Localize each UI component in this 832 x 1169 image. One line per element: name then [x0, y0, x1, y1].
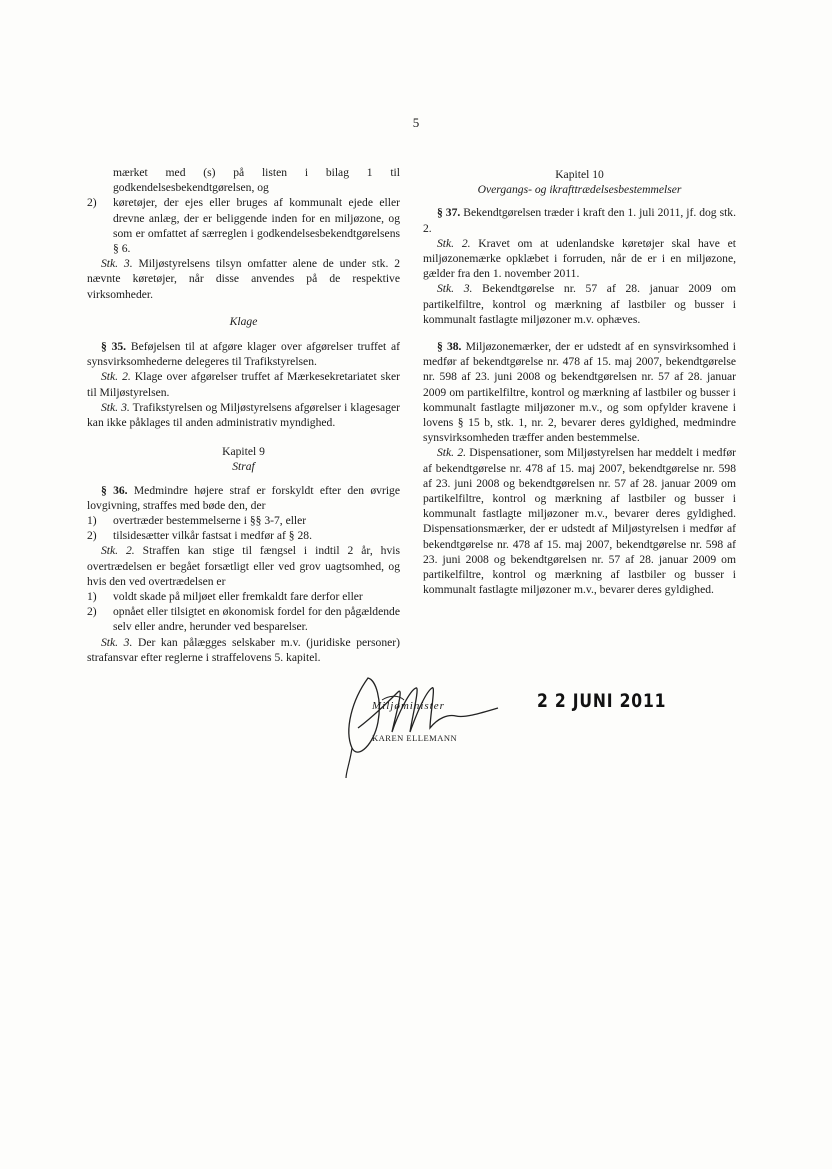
list-text: voldt skade på miljøet eller fremkaldt fare derfor eller — [113, 590, 363, 604]
stk-label: Stk. 2. — [101, 370, 131, 384]
paragraph-text: Beføjelsen til at afgøre klager over afgørelser truffet af synsvirksomhederne delegeres til Trafikstyrelsen. — [87, 340, 401, 369]
list-text: tilsidesætter vilkår fastsat i medfør af § 28. — [113, 529, 312, 543]
paragraph-35-stk3 — [87, 400, 400, 430]
list-number: 1) — [87, 590, 97, 604]
stk-label: Stk. 2. — [437, 236, 471, 250]
chapter-heading-10: Kapitel 10 — [555, 168, 604, 181]
paragraph-36 — [87, 483, 400, 513]
left-column — [87, 165, 400, 665]
list-item — [87, 195, 400, 256]
paragraph-text: Miljøstyrelsens tilsyn omfatter alene de under stk. 2 nævnte køretøjer, når disse anvendes på de respektive virksomheder. — [87, 257, 401, 301]
list-item — [87, 528, 400, 543]
list-text: opnået eller tilsigtet en økonomisk fordel for den pågældende selv eller andre, herunder ved besparelser. — [113, 605, 400, 634]
chapter-title-10: Overgangs- og ikrafttrædelsesbestemmelser — [477, 183, 682, 197]
chapter-heading-9: Kapitel 9 — [222, 445, 265, 459]
paragraph-37 — [423, 205, 736, 235]
paragraph-35-stk2 — [87, 369, 400, 399]
paragraph-text: Medmindre højere straf er forskyldt efter den øvrige lovgivning, straffes med bøde den, der — [87, 483, 400, 512]
list-text: køretøjer, der ejes eller bruges af kommunalt ejede eller drevne anlæg, der er beliggende inden for en miljøzone, og som er omfattet af særreglen i godkendelsesbekendtgørelsens § 6. — [113, 196, 400, 256]
date-stamp: 2 2 JUNI 2011 — [537, 690, 667, 712]
paragraph-text: Bekendtgørelse nr. 57 af 28. januar 2009 om partikelfiltre, kontrol og mærkning af lastbiler og busser i kommunalt fastlagte miljøzoner m.v. ophæves. — [423, 282, 736, 326]
list-item — [87, 589, 400, 604]
paragraph-stk3 — [87, 256, 400, 302]
section-label: § 35. — [101, 340, 127, 354]
handwritten-signature — [338, 670, 508, 780]
paragraph-text: Miljøzonemærker, der er udstedt af en synsvirksomhed i medfør af bekendtgørelse nr. 478 af 15. maj 2007, bekendtgørelse nr. 598 af 23. juni 2008 og bekendtgørelsen nr. 57 af 28. januar 2009 om partikelfiltre, kontrol og mærkning af lastbiler og busser i kommunalt fastlagte miljøzoner m.v., og som opfylder kravene i lovens § 15 b, stk. 1, nr. 2, bevarer deres gyldighed, medmindre synsvirksomheden træffer anden bestemmelse. — [423, 340, 737, 445]
page-number: 5 — [412, 115, 420, 130]
paragraph-36-stk2 — [87, 543, 400, 589]
list-number: 2) — [87, 605, 97, 619]
paragraph-38 — [423, 339, 736, 445]
signature-name: KAREN ELLEMANN — [372, 733, 458, 743]
list-item — [87, 604, 400, 634]
paragraph-37-stk2 — [423, 236, 736, 282]
stk-label: Stk. 3. — [101, 400, 130, 414]
paragraph-text: Trafikstyrelsen og Miljøstyrelsens afgørelser i klagesager kan ikke påklages til anden administrativ myndighed. — [87, 400, 400, 430]
paragraph-37-stk3 — [423, 281, 736, 327]
section-label: § 36. — [101, 483, 128, 497]
list-number: 1) — [87, 514, 97, 528]
paragraph-35 — [87, 339, 400, 369]
list-item — [87, 513, 400, 528]
chapter-title-9: Straf — [232, 460, 255, 474]
stk-label: Stk. 2. — [101, 544, 135, 558]
paragraph-text: Klage over afgørelser truffet af Mærkesekretariatet sker til Miljøstyrelsen. — [87, 370, 400, 399]
stk-label: Stk. 3. — [101, 635, 133, 649]
stk-label: Stk. 2. — [437, 446, 467, 460]
list-text: overtræder bestemmelserne i §§ 3-7, eller — [113, 514, 307, 528]
section-heading-klage: Klage — [229, 314, 258, 328]
list-item-continuation: mærket med (s) på listen i bilag 1 til godkendelsesbekendtgørelsen, og — [113, 166, 400, 195]
stk-label: Stk. 3. — [101, 257, 133, 271]
stk-label: Stk. 3. — [437, 282, 473, 296]
paragraph-text: Straffen kan stige til fængsel i indtil 2 år, hvis overtrædelsen er begået forsætligt eller ved grov uagtsomhed, og hvis den ved overtrædelsen er — [87, 544, 401, 588]
paragraph-text: Der kan pålægges selskaber m.v. (juridiske personer) strafansvar efter reglerne i straffelovens 5. kapitel. — [87, 635, 401, 664]
list-number: 2) — [87, 529, 97, 543]
list-number: 2) — [87, 196, 97, 210]
paragraph-text: Dispensationer, som Miljøstyrelsen har meddelt i medfør af bekendtgørelse nr. 478 af 15. maj 2007, bekendtgørelse nr. 598 af 23. juni 2008 og bekendtgørelsen nr. 57 af 28. januar 2009 om partikelfiltre, kontrol og mærkning af lastbiler og busser i kommunalt fastlagte miljøzoner m.v., bevarer deres gyldighed. Dispensationsmærker, der er udstedt af Miljøstyrelsen i medfør af bekendtgørelse nr. 478 af 15. maj 2007, bekendtgørelse nr. 598 af 23. juni 2008 og bekendtgørelsen nr. 57 af 28. januar 2009 om partikelfiltre, kontrol og mærkning af lastbiler og busser i kommunalt fastlagte miljøzoner m.v., bevarer deres gyldighed. — [423, 446, 737, 597]
signature-title: Miljøminister — [372, 700, 445, 712]
section-label: § 38. — [437, 340, 462, 354]
paragraph-38-stk2 — [423, 445, 736, 597]
paragraph-text: Bekendtgørelsen træder i kraft den 1. juli 2011, jf. dog stk. 2. — [423, 206, 736, 235]
right-column — [423, 165, 736, 597]
paragraph-36-stk3 — [87, 635, 400, 665]
paragraph-text: Kravet om at udenlandske køretøjer skal have et miljøzonemærke opklæbet i forruden, når de er i en miljøzone, gælder fra den 1. november 2011. — [423, 236, 737, 281]
section-label: § 37. — [437, 206, 461, 220]
